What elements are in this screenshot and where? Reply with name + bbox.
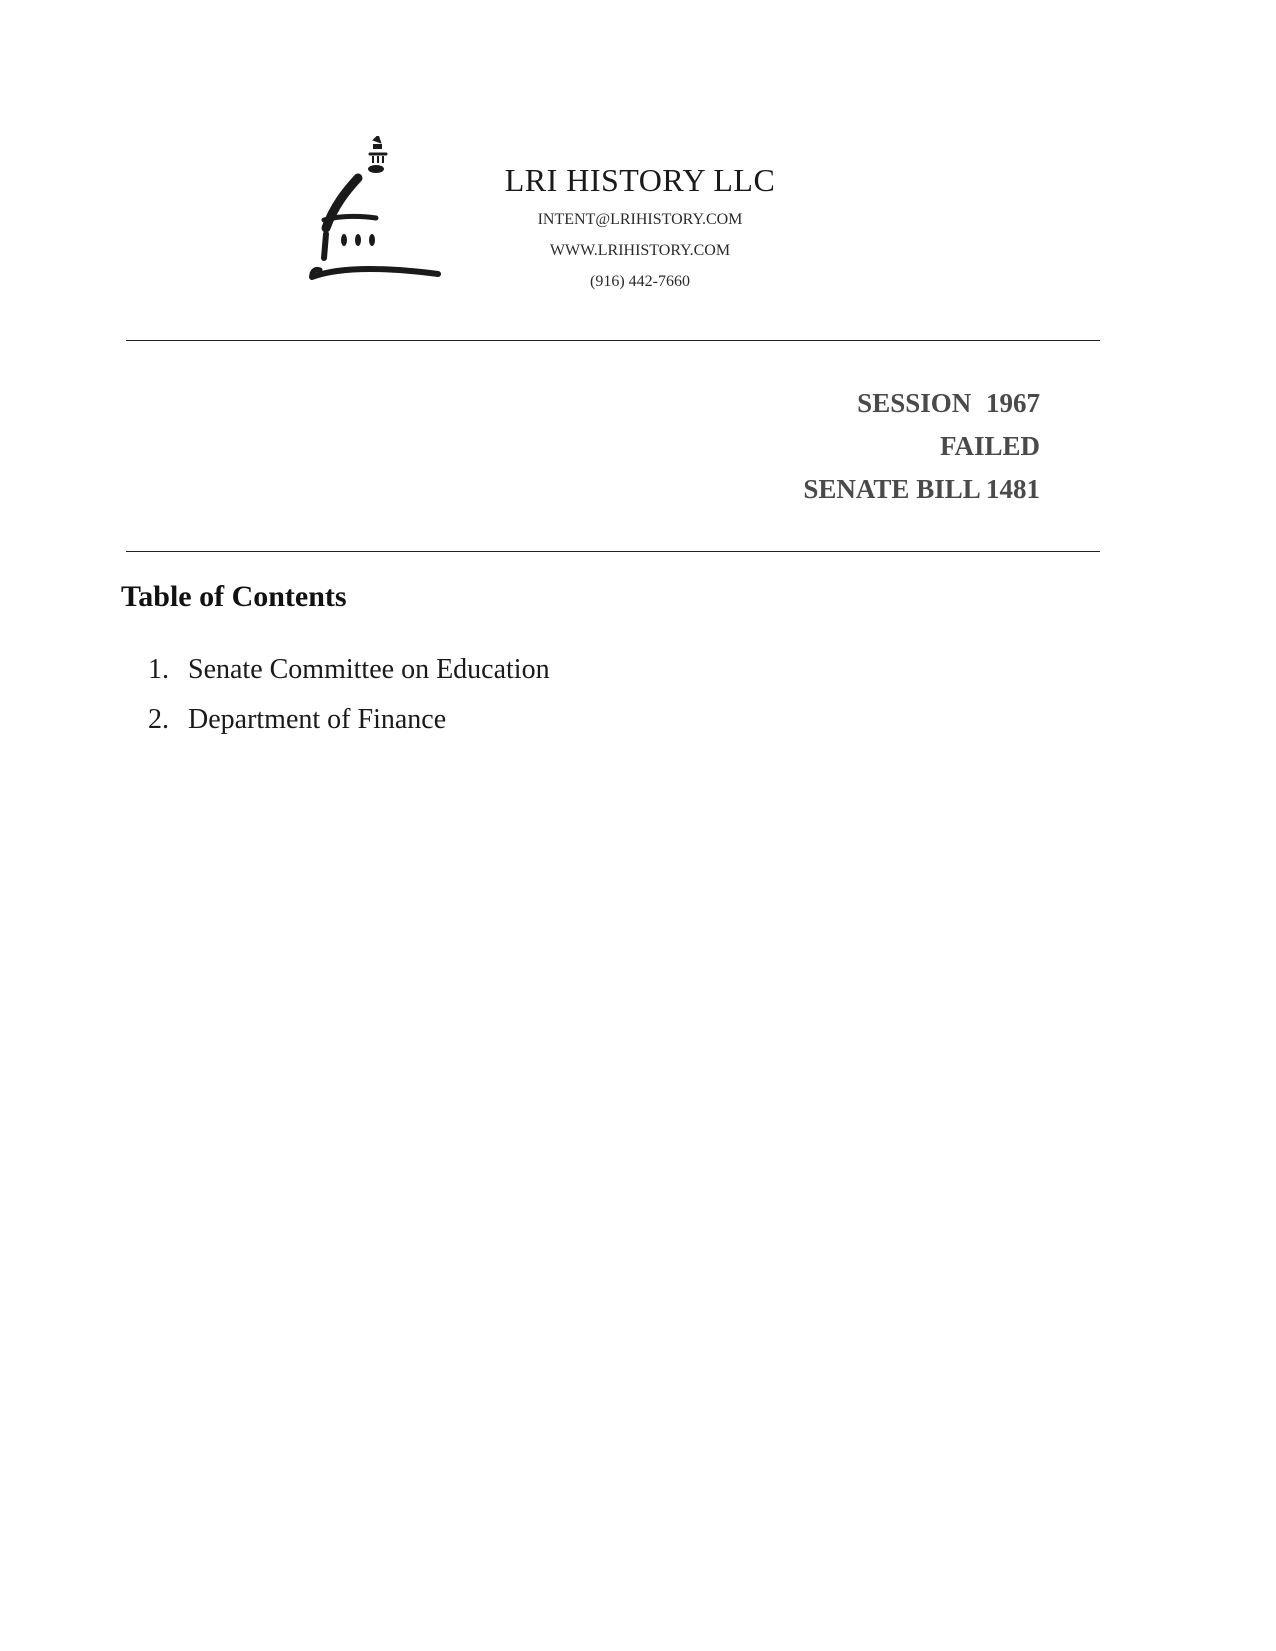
toc-item-label: Senate Committee on Education	[188, 654, 550, 685]
header-divider-top	[126, 340, 1100, 341]
session-year: 1967	[986, 388, 1040, 418]
contact-website: WWW.LRIHISTORY.COM	[549, 242, 731, 259]
toc-item[interactable]	[148, 645, 550, 695]
contact-email: INTENT@LRIHISTORY.COM	[537, 211, 743, 228]
capitol-dome-icon	[306, 136, 452, 296]
bill-status: FAILED	[939, 431, 1040, 461]
letterhead	[440, 160, 840, 297]
bill-info	[803, 382, 1040, 511]
session-line	[803, 382, 1040, 425]
company-name: LRI HISTORY LLC	[504, 162, 776, 198]
toc-title: Table of Contents	[121, 580, 347, 613]
header-divider-bottom	[126, 551, 1100, 552]
session-label: SESSION	[857, 388, 972, 418]
toc-list	[148, 645, 550, 745]
contact-phone: (916) 442-7660	[590, 273, 690, 290]
toc-item-number: 1.	[148, 654, 169, 685]
toc-item-label: Department of Finance	[188, 704, 447, 735]
toc-item-number: 2.	[148, 704, 169, 735]
toc-item[interactable]	[148, 695, 550, 745]
bill-name: SENATE BILL 1481	[803, 474, 1040, 504]
